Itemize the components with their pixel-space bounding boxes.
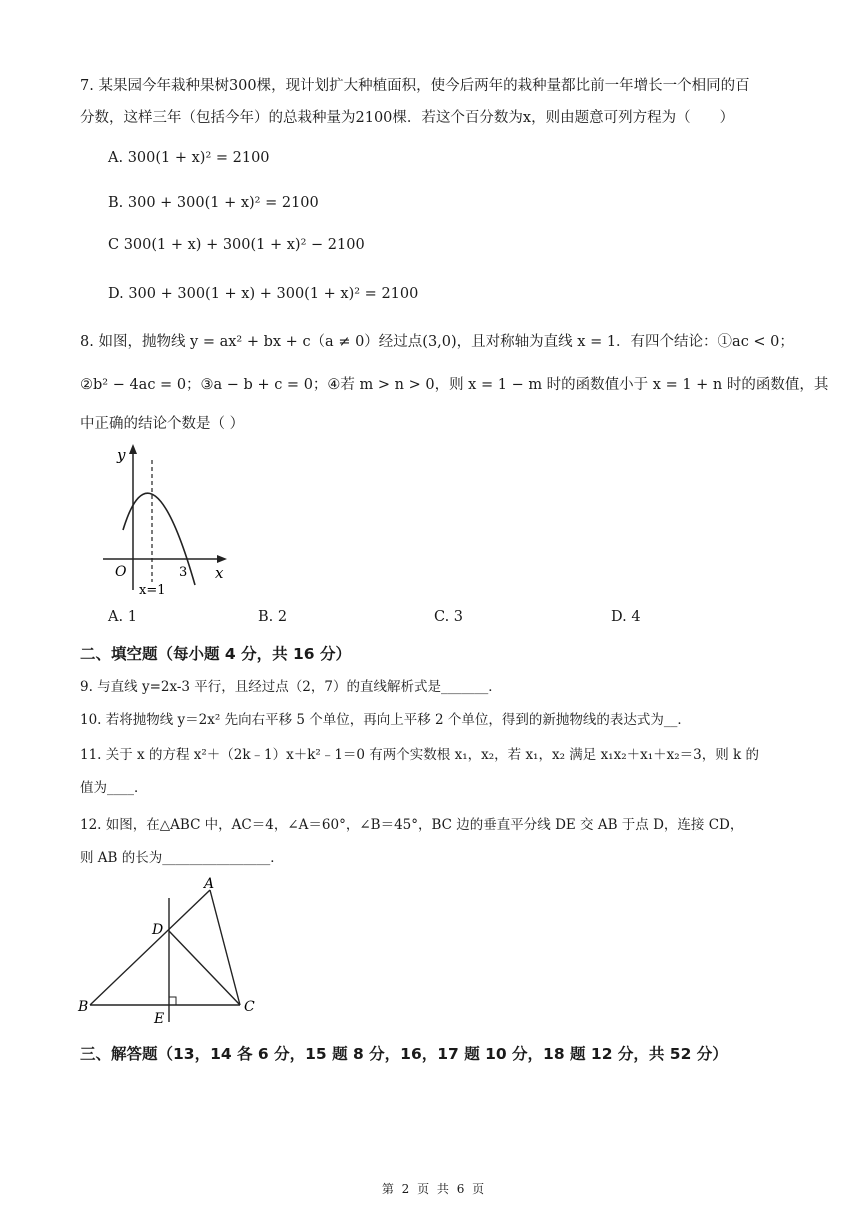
q7-option-d: D. 300 + 300(1 + x) + 300(1 + x)² = 2100 bbox=[108, 286, 419, 302]
q8-stem-line3: 中正确的结论个数是（ ） bbox=[80, 416, 245, 432]
label-b: B bbox=[78, 999, 89, 1015]
q7-stem-line1: 7. 某果园今年栽种果树300棵，现计划扩大种植面积，使今后两年的栽种量都比前一年增长一个相同的百 bbox=[80, 78, 750, 94]
triangle-diagram bbox=[70, 872, 270, 1032]
q7-stem-line2: 分数，这样三年（包括今年）的总栽种量为2100棵．若这个百分数为x，则由题意可列方程为（ ） bbox=[80, 110, 735, 126]
parabola-graph bbox=[95, 440, 235, 600]
right-angle-mark bbox=[169, 997, 176, 1005]
q11-line1: 11. 关于 x 的方程 x²＋（2k﹣1）x＋k²﹣1＝0 有两个实数根 x₁，x₂，若 x₁，x₂ 满足 x₁x₂＋x₁＋x₂＝3，则 k 的 bbox=[80, 747, 760, 763]
graph-x-arrow bbox=[217, 555, 227, 563]
side-ab bbox=[90, 890, 210, 1005]
graph-x-label: x bbox=[215, 564, 224, 582]
label-a: A bbox=[204, 876, 215, 892]
segment-cd bbox=[169, 931, 240, 1005]
q8-option-b: B. 2 bbox=[258, 609, 288, 625]
graph-y-arrow bbox=[129, 444, 137, 454]
q7-option-c: C 300(1 + x) + 300(1 + x)² − 2100 bbox=[108, 237, 365, 253]
label-e: E bbox=[154, 1011, 165, 1027]
q11-line2: 值为____． bbox=[80, 780, 148, 796]
graph-tick-3: 3 bbox=[179, 565, 188, 580]
q12-line1: 12. 如图，在△ABC 中，AC＝4，∠A＝60°，∠B＝45°，BC 边的垂直平分线 DE 交 AB 于点 D，连接 CD， bbox=[80, 817, 744, 833]
graph-y-label: y bbox=[117, 446, 126, 464]
section-2-heading: 二、填空题（每小题 4 分，共 16 分） bbox=[80, 645, 351, 663]
q8-option-c: C. 3 bbox=[434, 609, 464, 625]
q8-option-a: A. 1 bbox=[108, 609, 137, 625]
side-ac bbox=[210, 890, 240, 1005]
label-d: D bbox=[152, 922, 164, 938]
q8-option-d: D. 4 bbox=[611, 609, 641, 625]
q7-option-a: A. 300(1 + x)² = 2100 bbox=[108, 150, 270, 166]
section-3-heading: 三、解答题（13，14 各 6 分，15 题 8 分，16，17 题 10 分，18 题 12 分，共 52 分） bbox=[80, 1045, 728, 1063]
graph-origin-label: O bbox=[115, 564, 127, 580]
q7-option-b: B. 300 + 300(1 + x)² = 2100 bbox=[108, 195, 319, 211]
q10-text: 10. 若将抛物线 y＝2x² 先向右平移 5 个单位，再向上平移 2 个单位，得到的新抛物线的表达式为__． bbox=[80, 712, 691, 728]
page-footer: 第 2 页 共 6 页 bbox=[381, 1182, 487, 1196]
graph-symmetry-label: x=1 bbox=[139, 583, 166, 598]
label-c: C bbox=[244, 999, 255, 1015]
q12-line2: 则 AB 的长为________________． bbox=[80, 850, 284, 866]
q9-text: 9. 与直线 y=2x-3 平行，且经过点（2，7）的直线解析式是_______． bbox=[80, 679, 502, 695]
q8-stem-line2: ②b² − 4ac = 0；③a − b + c = 0；④若 m > n > 0，则 x = 1 − m 时的函数值小于 x = 1 + n 时的函数值，其 bbox=[80, 377, 829, 393]
q8-stem-line1: 8. 如图，抛物线 y = ax² + bx + c（a ≠ 0）经过点(3,0)，且对称轴为直线 x = 1．有四个结论：①ac < 0； bbox=[80, 334, 794, 350]
